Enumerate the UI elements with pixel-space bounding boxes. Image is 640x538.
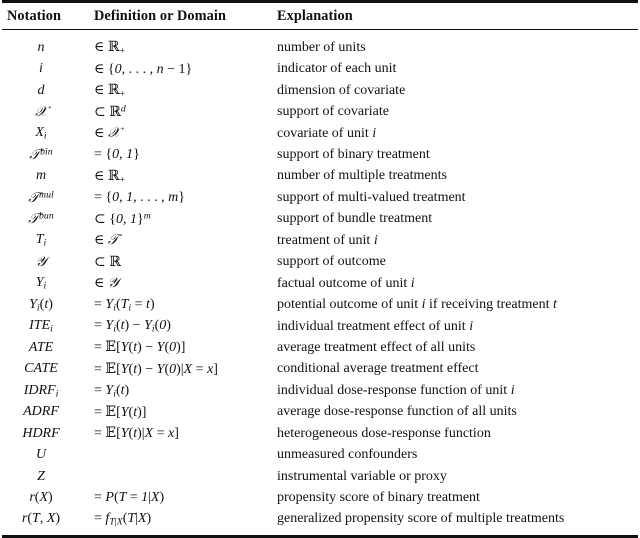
cell-explanation: heterogeneous dose-response function bbox=[277, 425, 491, 441]
table-row bbox=[0, 316, 640, 337]
cell-notation: 𝒯$^{bun}$ bbox=[28, 210, 54, 228]
cell-explanation: propensity score of binary treatment bbox=[277, 490, 480, 505]
table-row bbox=[0, 294, 640, 315]
cell-notation: r(X) bbox=[29, 490, 53, 505]
cell-notation: 𝒴 bbox=[35, 253, 47, 270]
column-header-explanation: Explanation bbox=[277, 7, 353, 24]
cell-notation: $Y_i$ bbox=[35, 275, 47, 292]
cell-notation: CATE bbox=[24, 361, 58, 377]
cell-explanation: instrumental variable or proxy bbox=[277, 468, 447, 484]
cell-explanation: number of units bbox=[277, 39, 366, 55]
table-row bbox=[0, 509, 640, 530]
table-header bbox=[0, 3, 640, 29]
cell-definition: = $Y_i(t) - Y_i(0)$ bbox=[94, 318, 171, 335]
table-row bbox=[0, 123, 640, 144]
cell-notation: HDRF bbox=[22, 425, 60, 441]
table-row bbox=[0, 59, 640, 80]
table-row bbox=[0, 251, 640, 272]
cell-definition: ∈ 𝒴 bbox=[94, 275, 119, 292]
table-row bbox=[0, 166, 640, 187]
table-row bbox=[0, 187, 640, 208]
cell-notation: ADRF bbox=[23, 404, 59, 420]
cell-explanation: support of outcome bbox=[277, 254, 386, 270]
cell-definition: ∈ 𝒳 bbox=[94, 125, 120, 142]
table-row bbox=[0, 466, 640, 487]
header-spacer bbox=[0, 30, 640, 37]
cell-notation: $ITE_i$ bbox=[29, 318, 53, 335]
cell-explanation: average treatment effect of all units bbox=[277, 339, 476, 355]
cell-notation: $IDRF_i$ bbox=[23, 382, 59, 400]
table-row bbox=[0, 37, 640, 58]
notation-table bbox=[0, 3, 640, 29]
cell-definition: ⊂ ℝ$^d$ bbox=[94, 103, 126, 120]
table-row bbox=[0, 337, 640, 358]
cell-notation: $T_i$ bbox=[35, 232, 47, 250]
cell-notation: 𝒳 bbox=[34, 103, 48, 120]
cell-explanation: dimension of covariate bbox=[277, 82, 406, 98]
cell-notation: ATE bbox=[28, 339, 54, 355]
table-bottom-rule bbox=[2, 535, 638, 538]
column-header-definition: Definition or Domain bbox=[94, 7, 226, 24]
cell-notation: i bbox=[39, 61, 43, 77]
table-row bbox=[0, 209, 640, 230]
cell-explanation: treatment of unit i bbox=[277, 232, 378, 248]
cell-definition: = {0, 1, . . . , m} bbox=[94, 189, 185, 205]
table-row bbox=[0, 359, 640, 380]
cell-definition: = 𝔼[Y(t) − Y(0)] bbox=[94, 339, 186, 356]
cell-definition: = P(T = 1|X) bbox=[94, 490, 165, 505]
table-row bbox=[0, 402, 640, 423]
table-row bbox=[0, 144, 640, 165]
table-row bbox=[0, 80, 640, 101]
cell-definition: = $Y_i(t)$ bbox=[94, 382, 130, 400]
cell-definition: = 𝔼[Y(t)|X = x] bbox=[94, 425, 179, 442]
table-row bbox=[0, 444, 640, 465]
table-row bbox=[0, 273, 640, 294]
notation-table-body bbox=[0, 30, 640, 535]
cell-explanation: indicator of each unit bbox=[277, 61, 397, 77]
table-row bbox=[0, 487, 640, 508]
cell-explanation: support of covariate bbox=[277, 104, 389, 120]
cell-definition: = $Y_i(T_i = t)$ bbox=[94, 296, 155, 314]
header-row bbox=[0, 3, 640, 29]
cell-notation: $X_i$ bbox=[35, 125, 47, 142]
cell-explanation: support of binary treatment bbox=[277, 147, 430, 162]
cell-definition: ⊂ {0, 1}$^m$ bbox=[94, 210, 151, 228]
cell-explanation: support of multi-valued treatment bbox=[277, 189, 466, 205]
cell-notation: d bbox=[37, 82, 45, 98]
cell-explanation: unmeasured confounders bbox=[277, 447, 418, 463]
cell-definition: ∈ ℝ$_+$ bbox=[94, 167, 126, 186]
cell-notation: U bbox=[35, 447, 47, 463]
cell-definition bbox=[88, 466, 270, 487]
cell-explanation: generalized propensity score of multiple treatments bbox=[277, 511, 565, 527]
cell-explanation: individual dose-response function of unit i bbox=[277, 382, 515, 398]
cell-definition bbox=[88, 444, 270, 465]
table-row bbox=[0, 423, 640, 444]
cell-definition: = 𝔼[Y(t) − Y(0)|X = x] bbox=[94, 360, 218, 377]
cell-notation: m bbox=[35, 168, 47, 184]
cell-definition: ∈ ℝ$_+$ bbox=[94, 81, 126, 100]
cell-definition: ⊂ ℝ bbox=[94, 253, 121, 270]
cell-notation: 𝒯$^{mul}$ bbox=[28, 189, 54, 206]
cell-definition: ∈ ℝ$_+$ bbox=[94, 39, 126, 57]
cell-definition: = {0, 1} bbox=[94, 147, 140, 162]
cell-definition: = $f_{T|X}(T|X)$ bbox=[94, 511, 152, 528]
cell-definition: ∈ {0, . . . , n − 1} bbox=[94, 61, 193, 77]
table-row bbox=[0, 230, 640, 251]
table-row bbox=[0, 101, 640, 122]
cell-explanation: conditional average treatment effect bbox=[277, 361, 479, 377]
table-body bbox=[0, 30, 640, 535]
cell-notation: Z bbox=[37, 468, 45, 484]
table-row bbox=[0, 380, 640, 401]
cell-notation: r(T, X) bbox=[21, 511, 61, 527]
cell-explanation: covariate of unit i bbox=[277, 125, 377, 141]
cell-notation: n bbox=[37, 39, 45, 55]
cell-explanation: factual outcome of unit i bbox=[277, 275, 415, 291]
cell-definition: ∈ 𝒯 bbox=[94, 232, 119, 249]
cell-explanation: individual treatment effect of unit i bbox=[277, 318, 474, 334]
cell-explanation: average dose-response function of all units bbox=[277, 404, 517, 420]
cell-notation: $Y_i(t)$ bbox=[29, 296, 53, 314]
cell-explanation: number of multiple treatments bbox=[277, 168, 447, 184]
cell-explanation: support of bundle treatment bbox=[277, 211, 433, 227]
column-header-notation: Notation bbox=[7, 7, 62, 24]
cell-notation: 𝒯$^{bin}$ bbox=[29, 146, 53, 163]
cell-explanation: potential outcome of unit i if receiving treatment t bbox=[277, 297, 557, 313]
cell-definition: = 𝔼[Y(t)] bbox=[94, 403, 147, 420]
